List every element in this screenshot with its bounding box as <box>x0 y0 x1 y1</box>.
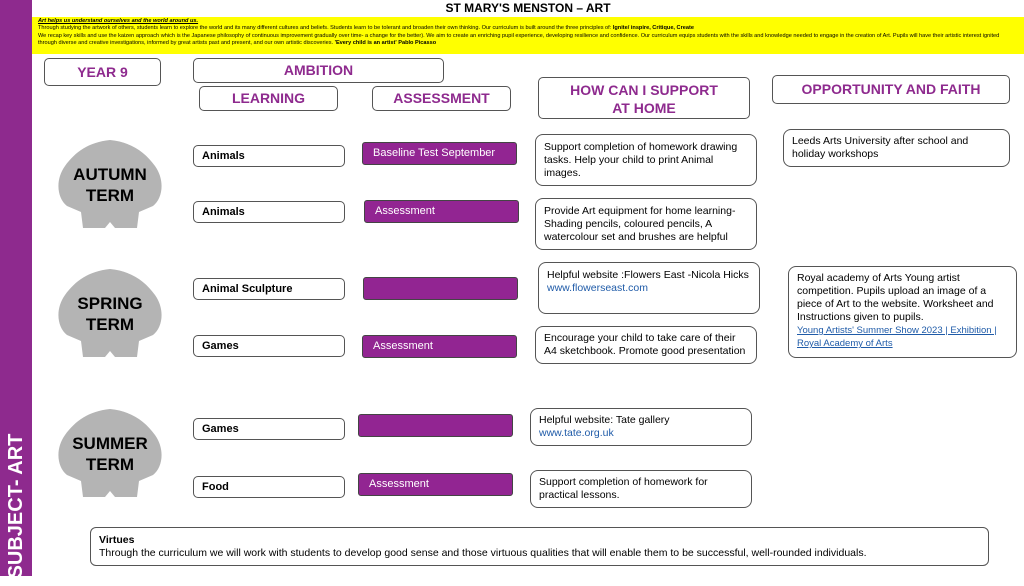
support-cell: Support completion of homework drawing tasks. Help your child to print Animal images. <box>535 134 757 186</box>
ambition-header: AMBITION <box>193 58 444 83</box>
learning-cell: Games <box>193 418 345 440</box>
spring-term-shell: SPRING TERM <box>53 265 167 365</box>
royal-academy-link[interactable]: Young Artists' Summer Show 2023 | Exhibition | Royal Academy of Arts <box>797 325 997 349</box>
support-cell: Provide Art equipment for home learning- Shading pencils, coloured pencils, A watercolour set and brushes are helpful <box>535 198 757 250</box>
support-cell: Encourage your child to take care of their A4 sketchbook. Promote good presentation <box>535 326 757 364</box>
learning-cell: Animals <box>193 201 345 223</box>
summer-term-shell: SUMMER TERM <box>53 405 167 505</box>
leeds-opportunity: Leeds Arts University after school and holiday workshops <box>783 129 1010 167</box>
assessment-cell <box>358 414 513 437</box>
learning-cell: Food <box>193 476 345 498</box>
royal-academy-opportunity: Royal academy of Arts Young artist competition. Pupils upload an image of a piece of Art to the website. Worksheet and Instructions given to pupils. Young Artists' Summer Show 2023 | Exhibition | Royal Academy of Arts <box>788 266 1017 358</box>
assessment-header: ASSESSMENT <box>372 86 511 111</box>
support-link[interactable]: www.flowerseast.com <box>547 282 648 294</box>
support-header: HOW CAN I SUPPORT AT HOME <box>538 77 750 119</box>
intro-banner <box>32 17 1024 54</box>
assessment-cell: Assessment <box>358 473 513 496</box>
intro-text-1: Through studying the artwork of others, students learn to explore the world and its many different cultures and beliefs. Students learn to be tolerant and broaden their own thinking. Our curriculum is built around the three principles of: Ignite/ inspire, Critique, Create <box>38 25 694 32</box>
subject-sidebar <box>0 0 32 579</box>
assessment-cell: Assessment <box>362 335 517 358</box>
support-cell: Helpful website: Tate gallery www.tate.org.uk <box>530 408 752 446</box>
support-cell: Helpful website :Flowers East -Nicola Hicks www.flowerseast.com <box>538 262 760 314</box>
virtues-box <box>90 527 989 566</box>
learning-cell: Animal Sculpture <box>193 278 345 300</box>
year-header: YEAR 9 <box>44 58 161 86</box>
learning-cell: Games <box>193 335 345 357</box>
assessment-cell: Assessment <box>364 200 519 223</box>
assessment-cell <box>363 277 518 300</box>
page-title: ST MARY'S MENSTON – ART <box>445 1 611 15</box>
assessment-cell: Baseline Test September <box>362 142 517 165</box>
intro-text-2: We recap key skills and use the kaizen approach which is the Japanese philosophy of continuous improvement gradually over time- a change for the better). We aim to create an enriching pupil experience, developing resilience and confidence. Our curriculum equips students with the skills and knowledge needed to engage in the creation of Art. Pupils will have their artistic interest ignited through diverse and creative investigations, informed by great artists past and present, and our own artistic discoveries. 'Every child is an artist' Pablo Picasso <box>38 32 1000 46</box>
virtues-title: Virtues <box>99 534 135 546</box>
intro-heading: Art helps us understand ourselves and the world around us. <box>38 18 199 24</box>
learning-header: LEARNING <box>199 86 338 111</box>
support-cell: Support completion of homework for practical lessons. <box>530 470 752 508</box>
autumn-term-shell: AUTUMN TERM <box>53 136 167 236</box>
opportunity-header: OPPORTUNITY AND FAITH <box>772 75 1010 104</box>
subject-label: SUBJECT- ART <box>5 433 27 579</box>
virtues-text: Through the curriculum we will work with students to develop good sense and those virtuous qualities that will enable them to be successful, well-rounded individuals. <box>99 547 867 559</box>
intro-principles: Ignite/ inspire, Critique, Create <box>612 25 694 32</box>
intro-quote: 'Every child is an artist' Pablo Picasso <box>334 39 437 46</box>
learning-cell: Animals <box>193 145 345 167</box>
support-link[interactable]: www.tate.org.uk <box>539 427 614 439</box>
